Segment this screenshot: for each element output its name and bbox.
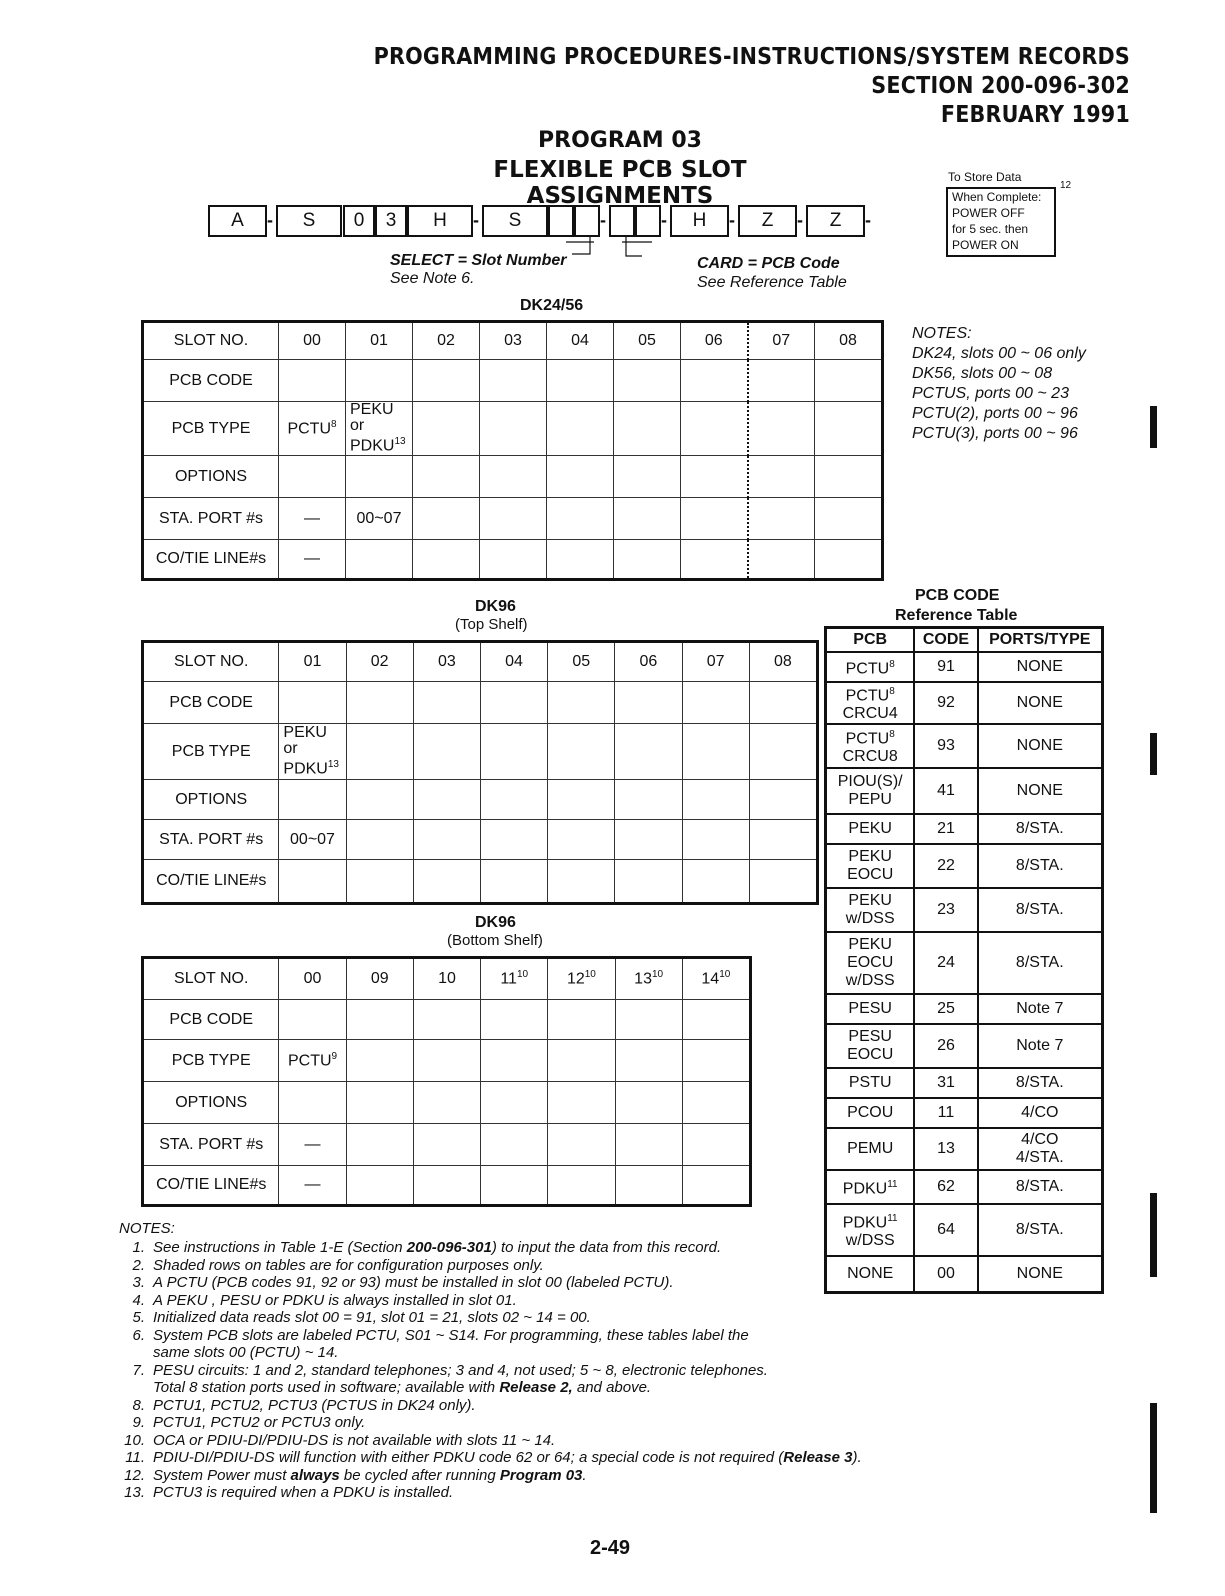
slot-cell: 03 <box>480 322 547 360</box>
ports-type-cell: NONE <box>978 768 1103 814</box>
slot-cell: $11^{10}$ <box>481 958 548 1000</box>
reference-row <box>826 932 1103 994</box>
table-row <box>143 642 818 682</box>
store-superscript: 12 <box>1060 180 1072 191</box>
slot-cell: 06 <box>681 322 748 360</box>
note-item: 9. PCTU1, PCTU2 or PCTU3 only. <box>132 1414 366 1431</box>
ports-type-cell: 8/STA. <box>978 888 1103 932</box>
slot-cell: 00 <box>279 958 346 1000</box>
side-note-line: DK56, slots 00 ~ 08 <box>912 365 1053 382</box>
store-line2: POWER OFF <box>952 206 1025 220</box>
dk96-bottom-table <box>141 956 752 1207</box>
column-header: PORTS/TYPE <box>978 628 1103 653</box>
pcb-name-cell: PCTU$^8$ <box>826 652 915 682</box>
dk96-bottom-title: DK96 <box>475 914 516 931</box>
reference-row <box>826 814 1103 844</box>
pcb-name-cell: PESU EOCU <box>826 1024 915 1068</box>
pcb-code-cell: 93 <box>914 724 977 768</box>
store-line3: for 5 sec. then <box>952 222 1029 236</box>
row-label: CO/TIE LINE#s <box>143 1166 279 1206</box>
note-item: 5. Initialized data reads slot 00 = 91, slot 01 = 21, slots 02 ~ 14 = 00. <box>132 1309 591 1326</box>
change-bar <box>1150 1403 1157 1513</box>
seq-box-card-2 <box>635 205 661 237</box>
row-label: SLOT NO. <box>143 958 279 1000</box>
note-item: 6. System PCB slots are labeled PCTU, S01 ~ S14. For programming, these tables label the <box>132 1326 749 1344</box>
sta-cell: 00~07 <box>279 820 346 860</box>
ports-type-cell: 8/STA. <box>978 1068 1103 1098</box>
slot-cell: 03 <box>413 642 480 682</box>
pcb-name-cell: PCTU$^8$ CRCU4 <box>826 682 915 724</box>
reference-title: PCB CODE <box>915 587 1000 604</box>
pcb-code-cell: 26 <box>914 1024 977 1068</box>
seq-box-z1: Z <box>738 205 797 237</box>
seq-box-3: 3 <box>375 205 407 237</box>
side-notes-title: NOTES: <box>912 325 972 342</box>
slot-cell: 01 <box>346 322 413 360</box>
note-item: Total 8 station ports used in software; available with Release 2, and above. <box>153 1379 652 1396</box>
dk96-top-table <box>141 640 819 905</box>
ports-type-cell: NONE <box>978 682 1103 724</box>
pcb-name-cell: PESU <box>826 994 915 1024</box>
change-bar <box>1150 406 1157 448</box>
pcb-code-cell: 21 <box>914 814 977 844</box>
row-label: OPTIONS <box>143 1082 279 1124</box>
store-line4: POWER ON <box>952 238 1019 252</box>
dk96-top-title: DK96 <box>475 598 516 615</box>
seq-box-z2: Z <box>806 205 865 237</box>
slot-cell: 07 <box>748 322 815 360</box>
select-note: See Note 6. <box>390 270 475 287</box>
ports-type-cell: 8/STA. <box>978 844 1103 888</box>
ports-type-cell: 4/CO 4/STA. <box>978 1128 1103 1170</box>
pcb-name-cell: PEKU w/DSS <box>826 888 915 932</box>
change-bar <box>1150 1193 1157 1277</box>
dk2456-title: DK24/56 <box>520 297 584 314</box>
select-label: SELECT = Slot Number <box>390 252 567 269</box>
table-row <box>143 1040 751 1082</box>
seq-box-card-1 <box>609 205 635 237</box>
pcb-code-cell: 00 <box>914 1256 977 1292</box>
doc-header-line1: PROGRAMMING PROCEDURES-INSTRUCTIONS/SYSTEM RECORDS <box>373 44 1130 70</box>
pcb-code-cell: 31 <box>914 1068 977 1098</box>
pcb-code-cell: 92 <box>914 682 977 724</box>
slot-cell: $13^{10}$ <box>615 958 682 1000</box>
notes-title: NOTES: <box>119 1220 175 1237</box>
note-item: 4. A PEKU , PESU or PDKU is always installed in slot 01. <box>132 1291 517 1309</box>
card-label: CARD = PCB Code <box>697 255 840 272</box>
reference-row <box>826 888 1103 932</box>
slot-cell: 02 <box>346 642 413 682</box>
ports-type-cell: NONE <box>978 652 1103 682</box>
slot-cell: 07 <box>682 642 749 682</box>
ports-type-cell: NONE <box>978 1256 1103 1292</box>
pcb-name-cell: PSTU <box>826 1068 915 1098</box>
slot-cell: 01 <box>279 642 346 682</box>
row-label: OPTIONS <box>143 456 279 498</box>
table-row <box>143 322 883 360</box>
change-bar <box>1150 733 1157 775</box>
pcb-code-cell: 23 <box>914 888 977 932</box>
seq-box-s: S <box>276 205 342 237</box>
side-note-line: DK24, slots 00 ~ 06 only <box>912 345 1086 362</box>
note-item: 7. PESU circuits: 1 and 2, standard telephones; 3 and 4, not used; 5 ~ 8, electronic telephones. <box>132 1361 768 1379</box>
side-note-line: PCTU(2), ports 00 ~ 96 <box>912 405 1078 422</box>
doc-header-date: FEBRUARY 1991 <box>940 102 1130 128</box>
pcb-name-cell: PEMU <box>826 1128 915 1170</box>
seq-box-0: 0 <box>343 205 375 237</box>
pcb-code-cell: 13 <box>914 1128 977 1170</box>
table-row <box>143 498 883 540</box>
seq-box-select-2 <box>574 205 600 237</box>
slot-cell: $14^{10}$ <box>682 958 750 1000</box>
note-item: 3. A PCTU (PCB codes 91, 92 or 93) must be installed in slot 00 (labeled PCTU). <box>132 1274 674 1291</box>
table-row <box>143 958 751 1000</box>
pcb-name-cell: PCOU <box>826 1098 915 1128</box>
pcb-code-cell: 11 <box>914 1098 977 1128</box>
slot-cell: 05 <box>614 322 681 360</box>
reference-table <box>824 626 1104 1294</box>
slot-cell: $12^{10}$ <box>548 958 615 1000</box>
pcb-name-cell: PEKU <box>826 814 915 844</box>
pcb-code-cell: 62 <box>914 1170 977 1204</box>
slot-cell: 00 <box>279 322 346 360</box>
table-row <box>143 360 883 402</box>
pcb-type-cell: PCTU$^9$ <box>279 1040 346 1082</box>
ports-type-cell: 4/CO <box>978 1098 1103 1128</box>
pcb-code-cell: 22 <box>914 844 977 888</box>
reference-row <box>826 768 1103 814</box>
side-note-line: PCTU(3), ports 00 ~ 96 <box>912 425 1078 442</box>
dk96-top-subtitle: (Top Shelf) <box>455 616 528 633</box>
slot-cell: 05 <box>548 642 615 682</box>
pcb-type-cell: PEKU or PDKU$^{13}$ <box>346 402 413 456</box>
reference-row <box>826 994 1103 1024</box>
ports-type-cell: NONE <box>978 724 1103 768</box>
side-note-line: PCTUS, ports 00 ~ 23 <box>912 385 1069 402</box>
reference-row <box>826 844 1103 888</box>
row-label: PCB CODE <box>143 682 279 724</box>
pcb-code-cell: 64 <box>914 1204 977 1256</box>
row-label: STA. PORT #s <box>143 498 279 540</box>
slot-cell: 04 <box>547 322 614 360</box>
co-cell: — <box>279 540 346 580</box>
program-title: FLEXIBLE PCB SLOT ASSIGNMENTS <box>493 157 747 209</box>
seq-box-a: A <box>208 205 267 237</box>
page-number: 2-49 <box>590 1537 631 1559</box>
pcb-name-cell: PDKU$^{11}$ <box>826 1170 915 1204</box>
table-row <box>143 860 818 904</box>
sta-cell: — <box>279 1124 346 1166</box>
pcb-code-cell: 41 <box>914 768 977 814</box>
side-notes <box>912 324 1086 444</box>
note-item: same slots 00 (PCTU) ~ 14. <box>153 1344 339 1361</box>
note-item: 12. System Power must always be cycled after running Program 03. <box>124 1466 587 1484</box>
note-item: 11. PDIU-DI/PDIU-DS will function with either PDKU code 62 or 64; a special code is not required (Release 3). <box>125 1449 862 1466</box>
pcb-type-cell: PEKU or PDKU$^{13}$ <box>279 724 346 780</box>
table-row <box>143 540 883 580</box>
table-row <box>143 456 883 498</box>
reference-row <box>826 1024 1103 1068</box>
slot-cell: 08 <box>815 322 883 360</box>
reference-row <box>826 1128 1103 1170</box>
doc-header-section: SECTION 200-096-302 <box>871 73 1130 99</box>
row-label: CO/TIE LINE#s <box>143 540 279 580</box>
slot-cell: 06 <box>615 642 682 682</box>
table-row <box>143 1000 751 1040</box>
reference-row <box>826 1170 1103 1204</box>
pcb-name-cell: PCTU$^8$ CRCU8 <box>826 724 915 768</box>
notes-list <box>119 1239 939 1502</box>
row-label: PCB TYPE <box>143 1040 279 1082</box>
co-cell: — <box>279 1166 346 1206</box>
pcb-name-cell: PIOU(S)/ PEPU <box>826 768 915 814</box>
table-row <box>143 1082 751 1124</box>
row-label: PCB TYPE <box>143 724 279 780</box>
sta-cell: — <box>279 498 346 540</box>
reference-row <box>826 652 1103 682</box>
seq-box-s2: S <box>482 205 548 237</box>
reference-subtitle: Reference Table <box>895 607 1018 624</box>
store-line1: When Complete: <box>952 190 1042 204</box>
reference-row <box>826 1068 1103 1098</box>
note-item: 8. PCTU1, PCTU2, PCTU3 (PCTUS in DK24 only). <box>132 1396 476 1414</box>
ports-type-cell: 8/STA. <box>978 932 1103 994</box>
sta-cell: 00~07 <box>346 498 413 540</box>
table-row <box>143 1166 751 1206</box>
table-row <box>143 682 818 724</box>
table-row <box>143 820 818 860</box>
seq-box-h: H <box>407 205 473 237</box>
reference-row <box>826 724 1103 768</box>
seq-box-h2: H <box>670 205 729 237</box>
dk96-bottom-subtitle: (Bottom Shelf) <box>447 932 543 949</box>
ports-type-cell: 8/STA. <box>978 1170 1103 1204</box>
reference-row <box>826 682 1103 724</box>
row-label: STA. PORT #s <box>143 820 279 860</box>
store-title: To Store Data <box>948 170 1022 184</box>
pcb-name-cell: PDKU$^{11}$ w/DSS <box>826 1204 915 1256</box>
pcb-type-cell: PCTU$^8$ <box>279 402 346 456</box>
pcb-code-cell: 25 <box>914 994 977 1024</box>
column-header: CODE <box>914 628 977 653</box>
note-item: 13. PCTU3 is required when a PDKU is installed. <box>124 1484 454 1501</box>
pcb-name-cell: PEKU EOCU <box>826 844 915 888</box>
pcb-code-cell: 91 <box>914 652 977 682</box>
row-label: PCB CODE <box>143 1000 279 1040</box>
table-row <box>143 724 818 780</box>
dk2456-table <box>141 320 884 581</box>
card-note: See Reference Table <box>697 274 847 291</box>
ports-type-cell: Note 7 <box>978 994 1103 1024</box>
pcb-code-cell: 24 <box>914 932 977 994</box>
store-instructions-box <box>946 187 1056 257</box>
column-header: PCB <box>826 628 915 653</box>
row-label: CO/TIE LINE#s <box>143 860 279 904</box>
ports-type-cell: 8/STA. <box>978 814 1103 844</box>
slot-cell: 04 <box>480 642 547 682</box>
seq-box-select-1 <box>548 205 574 237</box>
select-card-brackets <box>560 236 680 264</box>
pcb-name-cell: PEKU EOCU w/DSS <box>826 932 915 994</box>
row-label: SLOT NO. <box>143 642 279 682</box>
note-item: 1. See instructions in Table 1-E (Section 200-096-301) to input the data from this record. <box>132 1239 722 1256</box>
row-label: PCB TYPE <box>143 402 279 456</box>
row-label: PCB CODE <box>143 360 279 402</box>
note-item: 10. OCA or PDIU-DI/PDIU-DS is not available with slots 11 ~ 14. <box>124 1431 556 1449</box>
slot-cell: 08 <box>749 642 817 682</box>
reference-row <box>826 1098 1103 1128</box>
note-item: 2. Shaded rows on tables are for configuration purposes only. <box>132 1256 544 1274</box>
ports-type-cell: Note 7 <box>978 1024 1103 1068</box>
slot-cell: 09 <box>346 958 413 1000</box>
reference-header-row <box>826 628 1103 653</box>
pcb-name-cell: NONE <box>826 1256 915 1292</box>
table-row <box>143 780 818 820</box>
row-label: OPTIONS <box>143 780 279 820</box>
row-label: SLOT NO. <box>143 322 279 360</box>
ports-type-cell: 8/STA. <box>978 1204 1103 1256</box>
program-number: PROGRAM 03 <box>538 128 702 153</box>
row-label: STA. PORT #s <box>143 1124 279 1166</box>
table-row <box>143 1124 751 1166</box>
slot-cell: 10 <box>413 958 480 1000</box>
table-row <box>143 402 883 456</box>
slot-cell: 02 <box>413 322 480 360</box>
